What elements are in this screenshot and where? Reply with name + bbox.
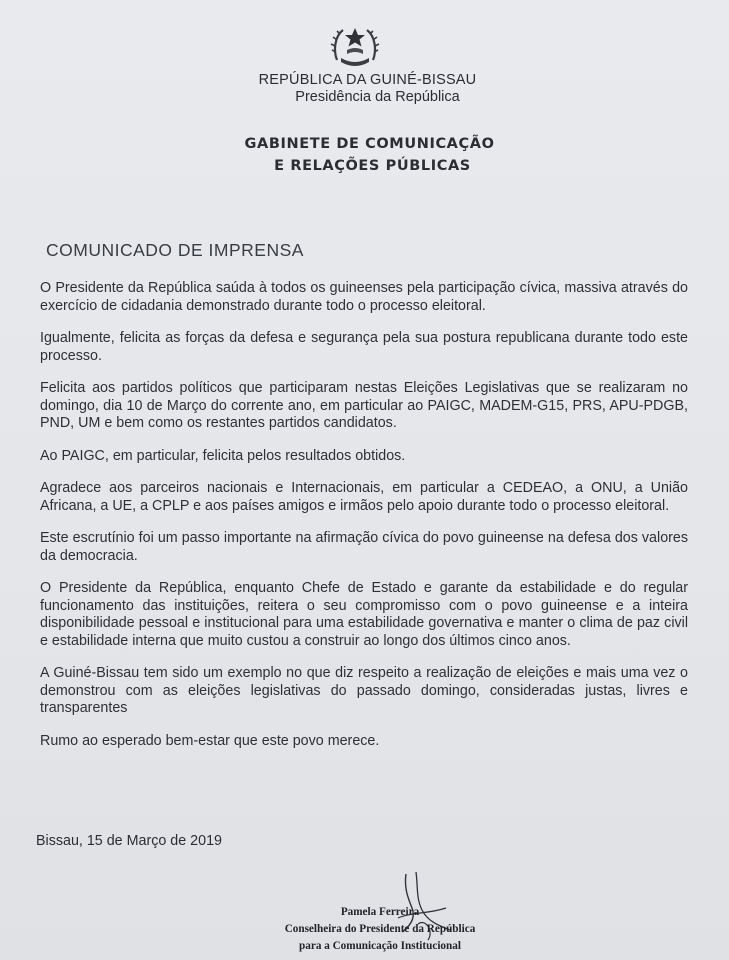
place-date: Bissau, 15 de Março de 2019	[36, 833, 222, 849]
header-cabinet-line2: E RELAÇÕES PÚBLICAS	[274, 158, 471, 174]
header-presidency: Presidência da República	[295, 89, 460, 105]
signature-block	[270, 904, 490, 955]
header-country: REPÚBLICA DA GUINÉ-BISSAU	[258, 72, 477, 88]
document-body	[40, 280, 688, 765]
paragraph: Ao PAIGC, em particular, felicita pelos resultados obtidos.	[40, 447, 406, 464]
paragraph: Este escrutínio foi um passo importante na afirmação cívica do povo guineense na defesa dos valores da democracia.	[40, 530, 688, 564]
signature-name: Pamela Ferreira	[340, 906, 420, 918]
paragraph: O Presidente da República saúda à todos os guineenses pela participação cívica, massiva através do exercício de cidadania demonstrado durante todo o processo eleitoral.	[40, 280, 688, 314]
paragraph: Rumo ao esperado bem-estar que este povo merece.	[40, 732, 380, 749]
paragraph: Felicita aos partidos políticos que participaram nestas Eleições Legislativas que se realizaram no domingo, dia 10 de Março do corrente ano, em particular ao PAIGC, MADEM-G15, PRS, APU-PDGB, PND, UM e bem como os restantes partidos candidatos.	[40, 380, 688, 431]
paragraph: Agradece aos parceiros nacionais e Internacionais, em particular a CEDEAO, a ONU, a União Africana, a UE, a CPLP e aos países amigos e irmãos pelo apoio durante todo o processo eleitoral.	[40, 480, 688, 514]
national-emblem-icon	[327, 22, 383, 70]
paragraph: Igualmente, felicita as forças da defesa e segurança pela sua postura republicana durante todo este processo.	[40, 330, 688, 364]
signature-role: Conselheira do Presidente da República	[284, 923, 476, 935]
paragraph: A Guiné-Bissau tem sido um exemplo no que diz respeito a realização de eleições e mais uma vez o demonstrou com as eleições legislativas do passado domingo, consideradas justas, livres e transparentes	[40, 665, 688, 716]
signature-role-continued: para a Comunicação Institucional	[299, 940, 461, 952]
header-cabinet-line1: GABINETE DE COMUNICAÇÃO	[244, 136, 495, 152]
document-title: COMUNICADO DE IMPRENSA	[46, 240, 304, 260]
paragraph: O Presidente da República, enquanto Chefe de Estado e garante da estabilidade e do regular funcionamento das instituições, reitera o seu compromisso com o povo guineense e a inteira disponibilidade pessoal e institucional para uma estabilidade governativa e manter o clima de paz civil e estabilidade interna que muito custou a construir ao longo dos últimos cinco anos.	[40, 580, 688, 649]
